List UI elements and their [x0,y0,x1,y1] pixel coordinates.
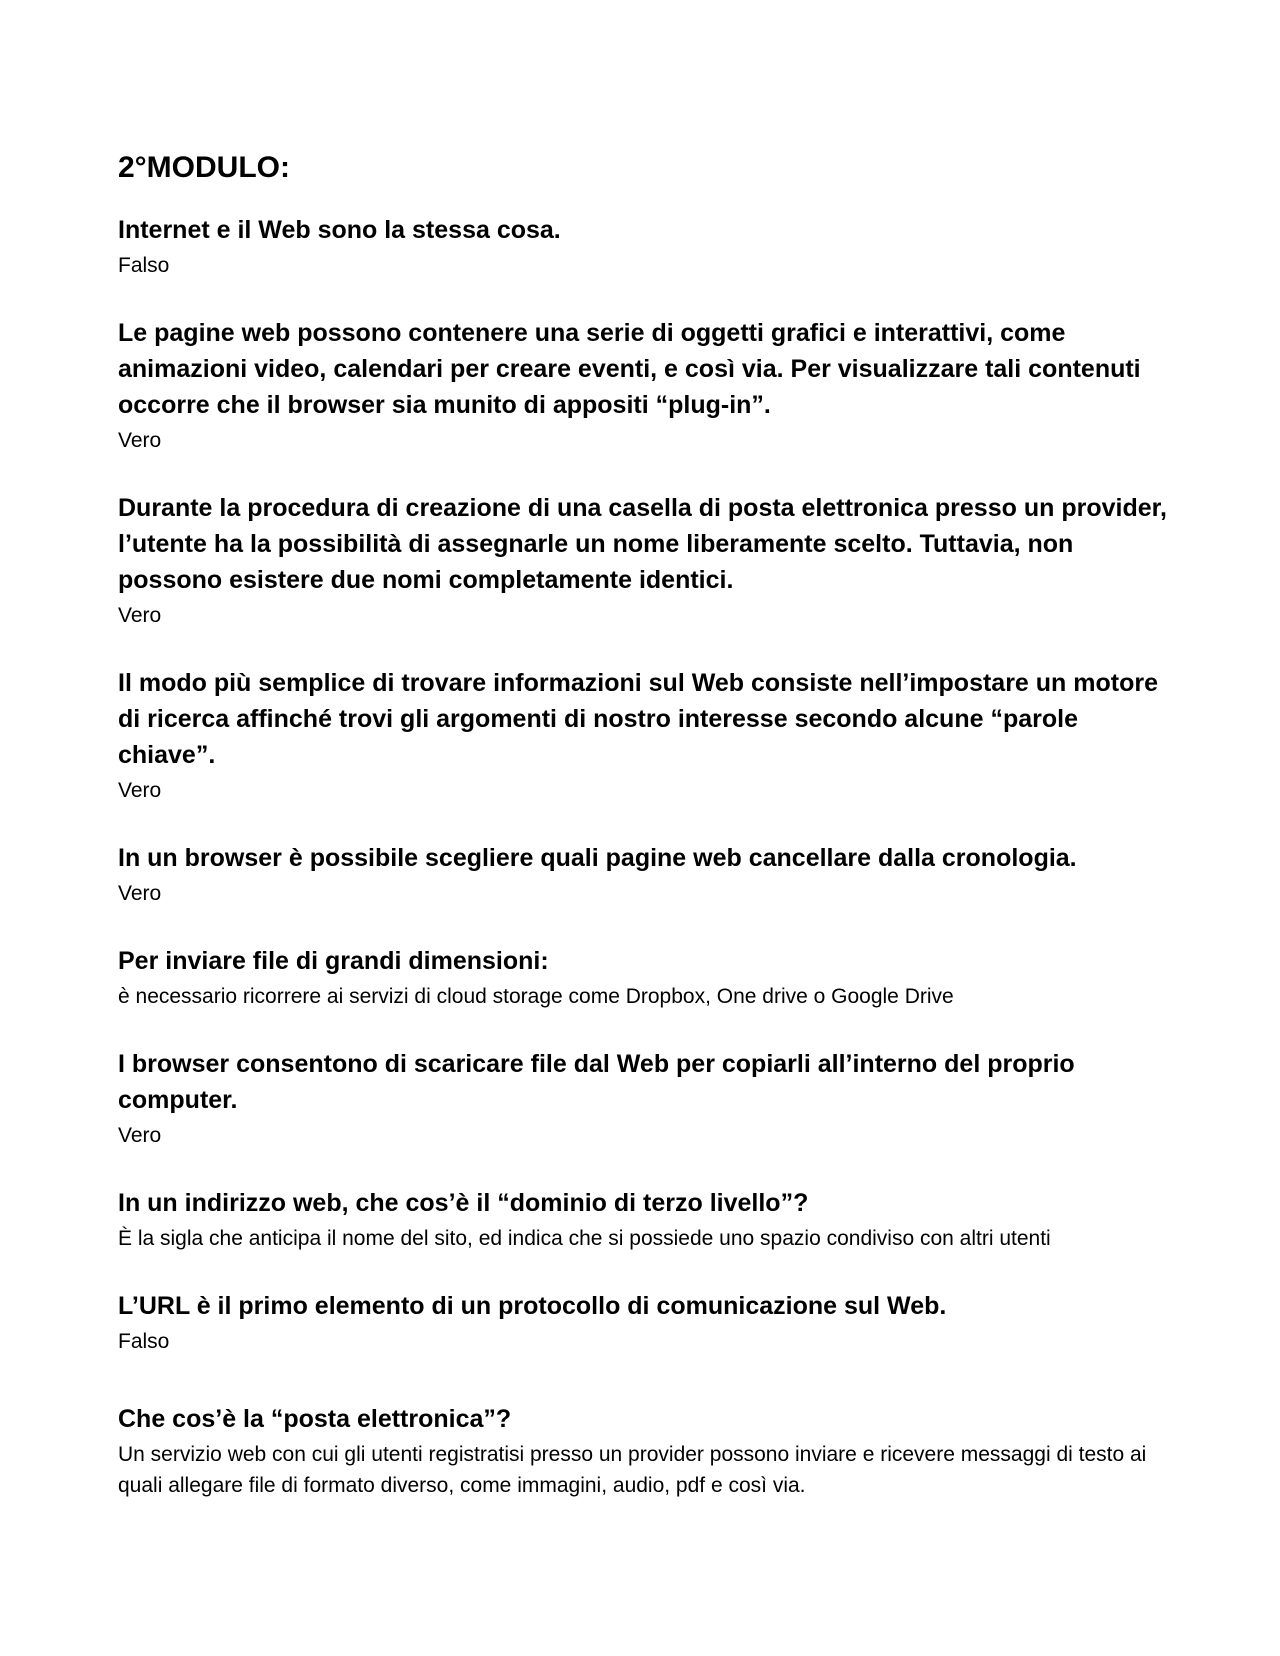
question-6: Per inviare file di grandi dimensioni: [118,947,549,975]
question-5: In un browser è possibile scegliere quali pagine web cancellare dalla cronologia. [118,844,1077,872]
question-1: Internet e il Web sono la stessa cosa. [118,216,561,244]
question-4: Il modo più semplice di trovare informazioni sul Web consiste nell’impostare un motore di ricerca affinché trovi gli argomenti di nostro interesse secondo alcune “parole chiave”. [118,669,1159,769]
qa-item-5 [118,840,1170,909]
answer-5: Vero [118,882,162,905]
question-8: In un indirizzo web, che cos’è il “dominio di terzo livello”? [118,1189,809,1217]
question-10: Che cos’è la “posta elettronica”? [118,1405,512,1433]
qa-item-10 [118,1401,1170,1501]
question-2: Le pagine web possono contenere una serie di oggetti grafici e interattivi, come animazioni video, calendari per creare eventi, e così via. Per visualizzare tali contenuti occorre che il browser sia munito di appositi “plug-in”. [118,319,1141,419]
qa-item-7 [118,1046,1170,1151]
answer-1: Falso [118,254,170,277]
answer-7: Vero [118,1124,162,1147]
qa-item-3 [118,490,1170,631]
answer-6: è necessario ricorrere ai servizi di cloud storage come Dropbox, One drive o Google Drive [118,985,954,1008]
question-7: I browser consentono di scaricare file dal Web per copiarli all’interno del proprio computer. [118,1050,1075,1114]
qa-item-1 [118,212,1170,281]
answer-10: Un servizio web con cui gli utenti registratisi presso un provider possono inviare e ricevere messaggi di testo ai quali allegare file di formato diverso, come immagini, audio, pdf e così via. [118,1443,1147,1497]
answer-4: Vero [118,779,162,802]
module-title: 2°MODULO: [118,151,290,184]
qa-item-8 [118,1185,1170,1254]
question-9: L’URL è il primo elemento di un protocollo di comunicazione sul Web. [118,1292,947,1320]
answer-3: Vero [118,604,162,627]
qa-item-6 [118,943,1170,1012]
qa-item-9 [118,1288,1170,1357]
question-3: Durante la procedura di creazione di una casella di posta elettronica presso un provider, l’utente ha la possibilità di assegnarle un nome liberamente scelto. Tuttavia, non possono esistere due nomi completamente identici. [118,494,1167,594]
answer-2: Vero [118,429,162,452]
qa-item-4 [118,665,1170,806]
answer-8: È la sigla che anticipa il nome del sito, ed indica che si possiede uno spazio condiviso con altri utenti [118,1227,1051,1250]
answer-9: Falso [118,1330,170,1353]
qa-item-2 [118,315,1170,456]
